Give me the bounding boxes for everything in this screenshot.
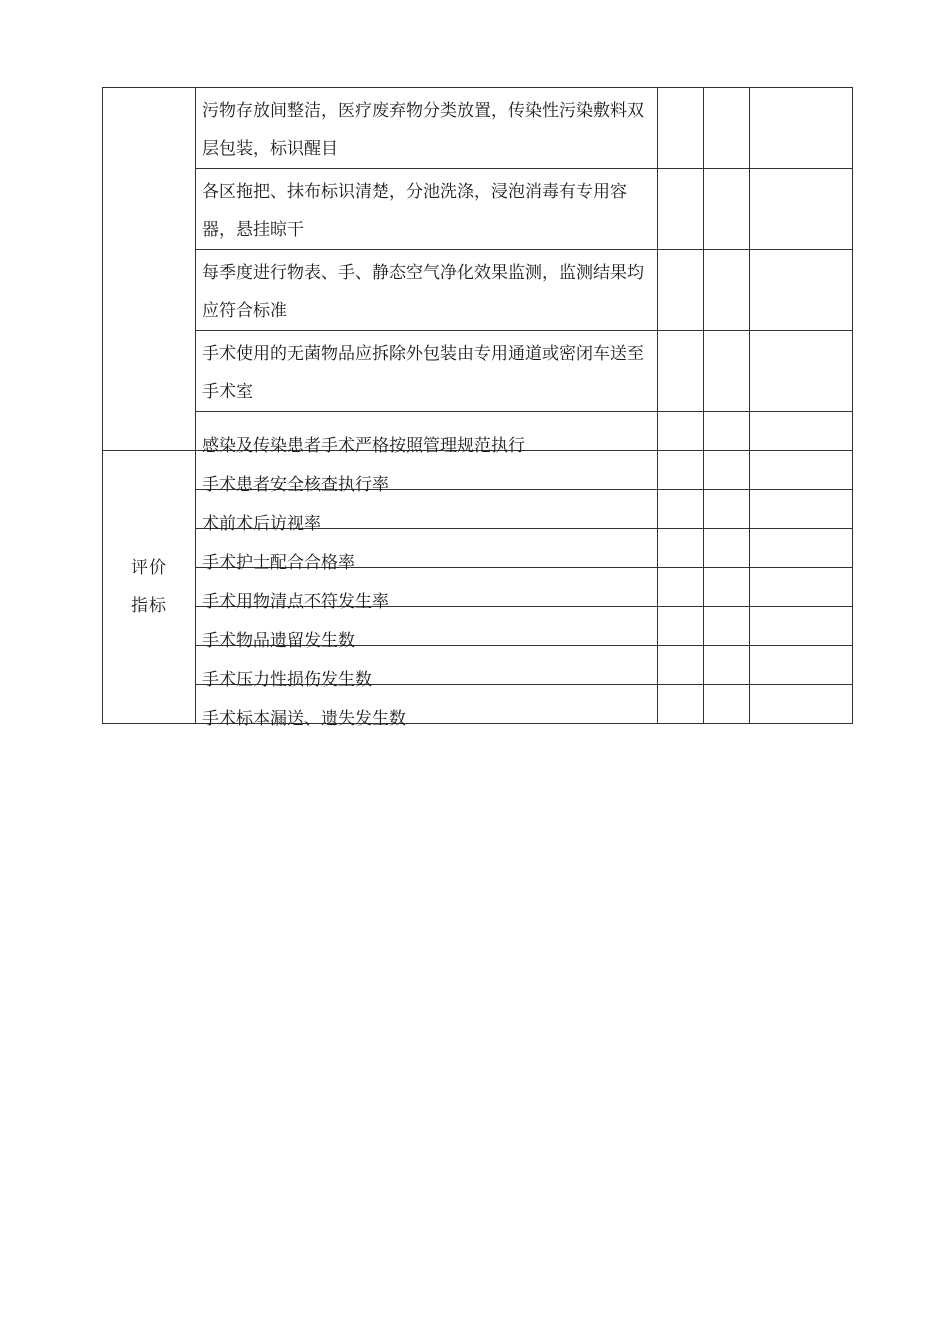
score-cell[interactable]	[658, 331, 704, 412]
score-cell[interactable]	[658, 646, 704, 685]
remark-cell[interactable]	[750, 490, 853, 529]
item-text: 手术标本漏送、遗失发生数	[202, 709, 406, 729]
item-cell	[196, 490, 658, 534]
table-row	[103, 88, 853, 169]
table-row	[103, 250, 853, 331]
table-row	[103, 451, 853, 490]
score-cell[interactable]	[704, 685, 750, 724]
score-cell[interactable]	[704, 646, 750, 685]
remark-cell[interactable]	[750, 169, 853, 250]
item-cell	[196, 646, 658, 690]
table-row	[103, 568, 853, 607]
score-cell[interactable]	[704, 331, 750, 412]
score-cell[interactable]	[658, 88, 704, 169]
score-cell[interactable]	[704, 88, 750, 169]
score-cell[interactable]	[658, 451, 704, 490]
table-row	[103, 331, 853, 412]
score-cell[interactable]	[658, 412, 704, 451]
score-cell[interactable]	[658, 490, 704, 529]
item-text: 手术患者安全核查执行率	[202, 475, 389, 495]
remark-cell[interactable]	[750, 412, 853, 451]
item-text: 手术物品遗留发生数	[202, 631, 355, 651]
score-cell[interactable]	[658, 250, 704, 331]
remark-cell[interactable]	[750, 607, 853, 646]
checklist-table	[102, 87, 853, 729]
item-text: 手术压力性损伤发生数	[202, 670, 372, 690]
item-cell	[196, 685, 658, 729]
item-cell	[196, 412, 658, 456]
score-cell[interactable]	[704, 607, 750, 646]
remark-cell[interactable]	[750, 250, 853, 331]
section-label-line: 评价	[131, 558, 167, 578]
item-cell: 各区拖把、抹布标识清楚，分池洗涤，浸泡消毒有专用容器，悬挂晾干	[196, 169, 658, 250]
section-label-line: 指标	[131, 596, 167, 616]
item-cell: 每季度进行物表、手、静态空气净化效果监测，监测结果均应符合标准	[196, 250, 658, 331]
score-cell[interactable]	[658, 529, 704, 568]
item-cell	[196, 568, 658, 612]
table-row	[103, 412, 853, 451]
score-cell[interactable]	[658, 607, 704, 646]
score-cell[interactable]	[704, 250, 750, 331]
table-row	[103, 646, 853, 685]
item-cell	[196, 529, 658, 573]
item-cell	[196, 607, 658, 651]
score-cell[interactable]	[704, 451, 750, 490]
score-cell[interactable]	[658, 169, 704, 250]
score-cell[interactable]	[658, 685, 704, 724]
score-cell[interactable]	[704, 412, 750, 451]
item-text: 手术用物清点不符发生率	[202, 592, 389, 612]
item-text: 手术护士配合合格率	[202, 553, 355, 573]
table-row	[103, 685, 853, 724]
table-row	[103, 607, 853, 646]
remark-cell[interactable]	[750, 529, 853, 568]
section-label-cell	[103, 88, 196, 451]
item-text: 术前术后访视率	[202, 514, 321, 534]
remark-cell[interactable]	[750, 568, 853, 607]
table-row	[103, 490, 853, 529]
remark-cell[interactable]	[750, 685, 853, 724]
score-cell[interactable]	[704, 490, 750, 529]
item-cell: 污物存放间整洁，医疗废弃物分类放置，传染性污染敷料双层包装，标识醒目	[196, 88, 658, 169]
remark-cell[interactable]	[750, 331, 853, 412]
score-cell[interactable]	[704, 529, 750, 568]
table-row	[103, 529, 853, 568]
score-cell[interactable]	[704, 169, 750, 250]
item-cell: 手术使用的无菌物品应拆除外包装由专用通道或密闭车送至手术室	[196, 331, 658, 412]
item-text: 感染及传染患者手术严格按照管理规范执行	[202, 436, 525, 456]
remark-cell[interactable]	[750, 646, 853, 685]
score-cell[interactable]	[704, 568, 750, 607]
remark-cell[interactable]	[750, 451, 853, 490]
table-row	[103, 169, 853, 250]
item-cell	[196, 451, 658, 495]
remark-cell[interactable]	[750, 88, 853, 169]
score-cell[interactable]	[658, 568, 704, 607]
section-label-cell	[103, 451, 196, 724]
